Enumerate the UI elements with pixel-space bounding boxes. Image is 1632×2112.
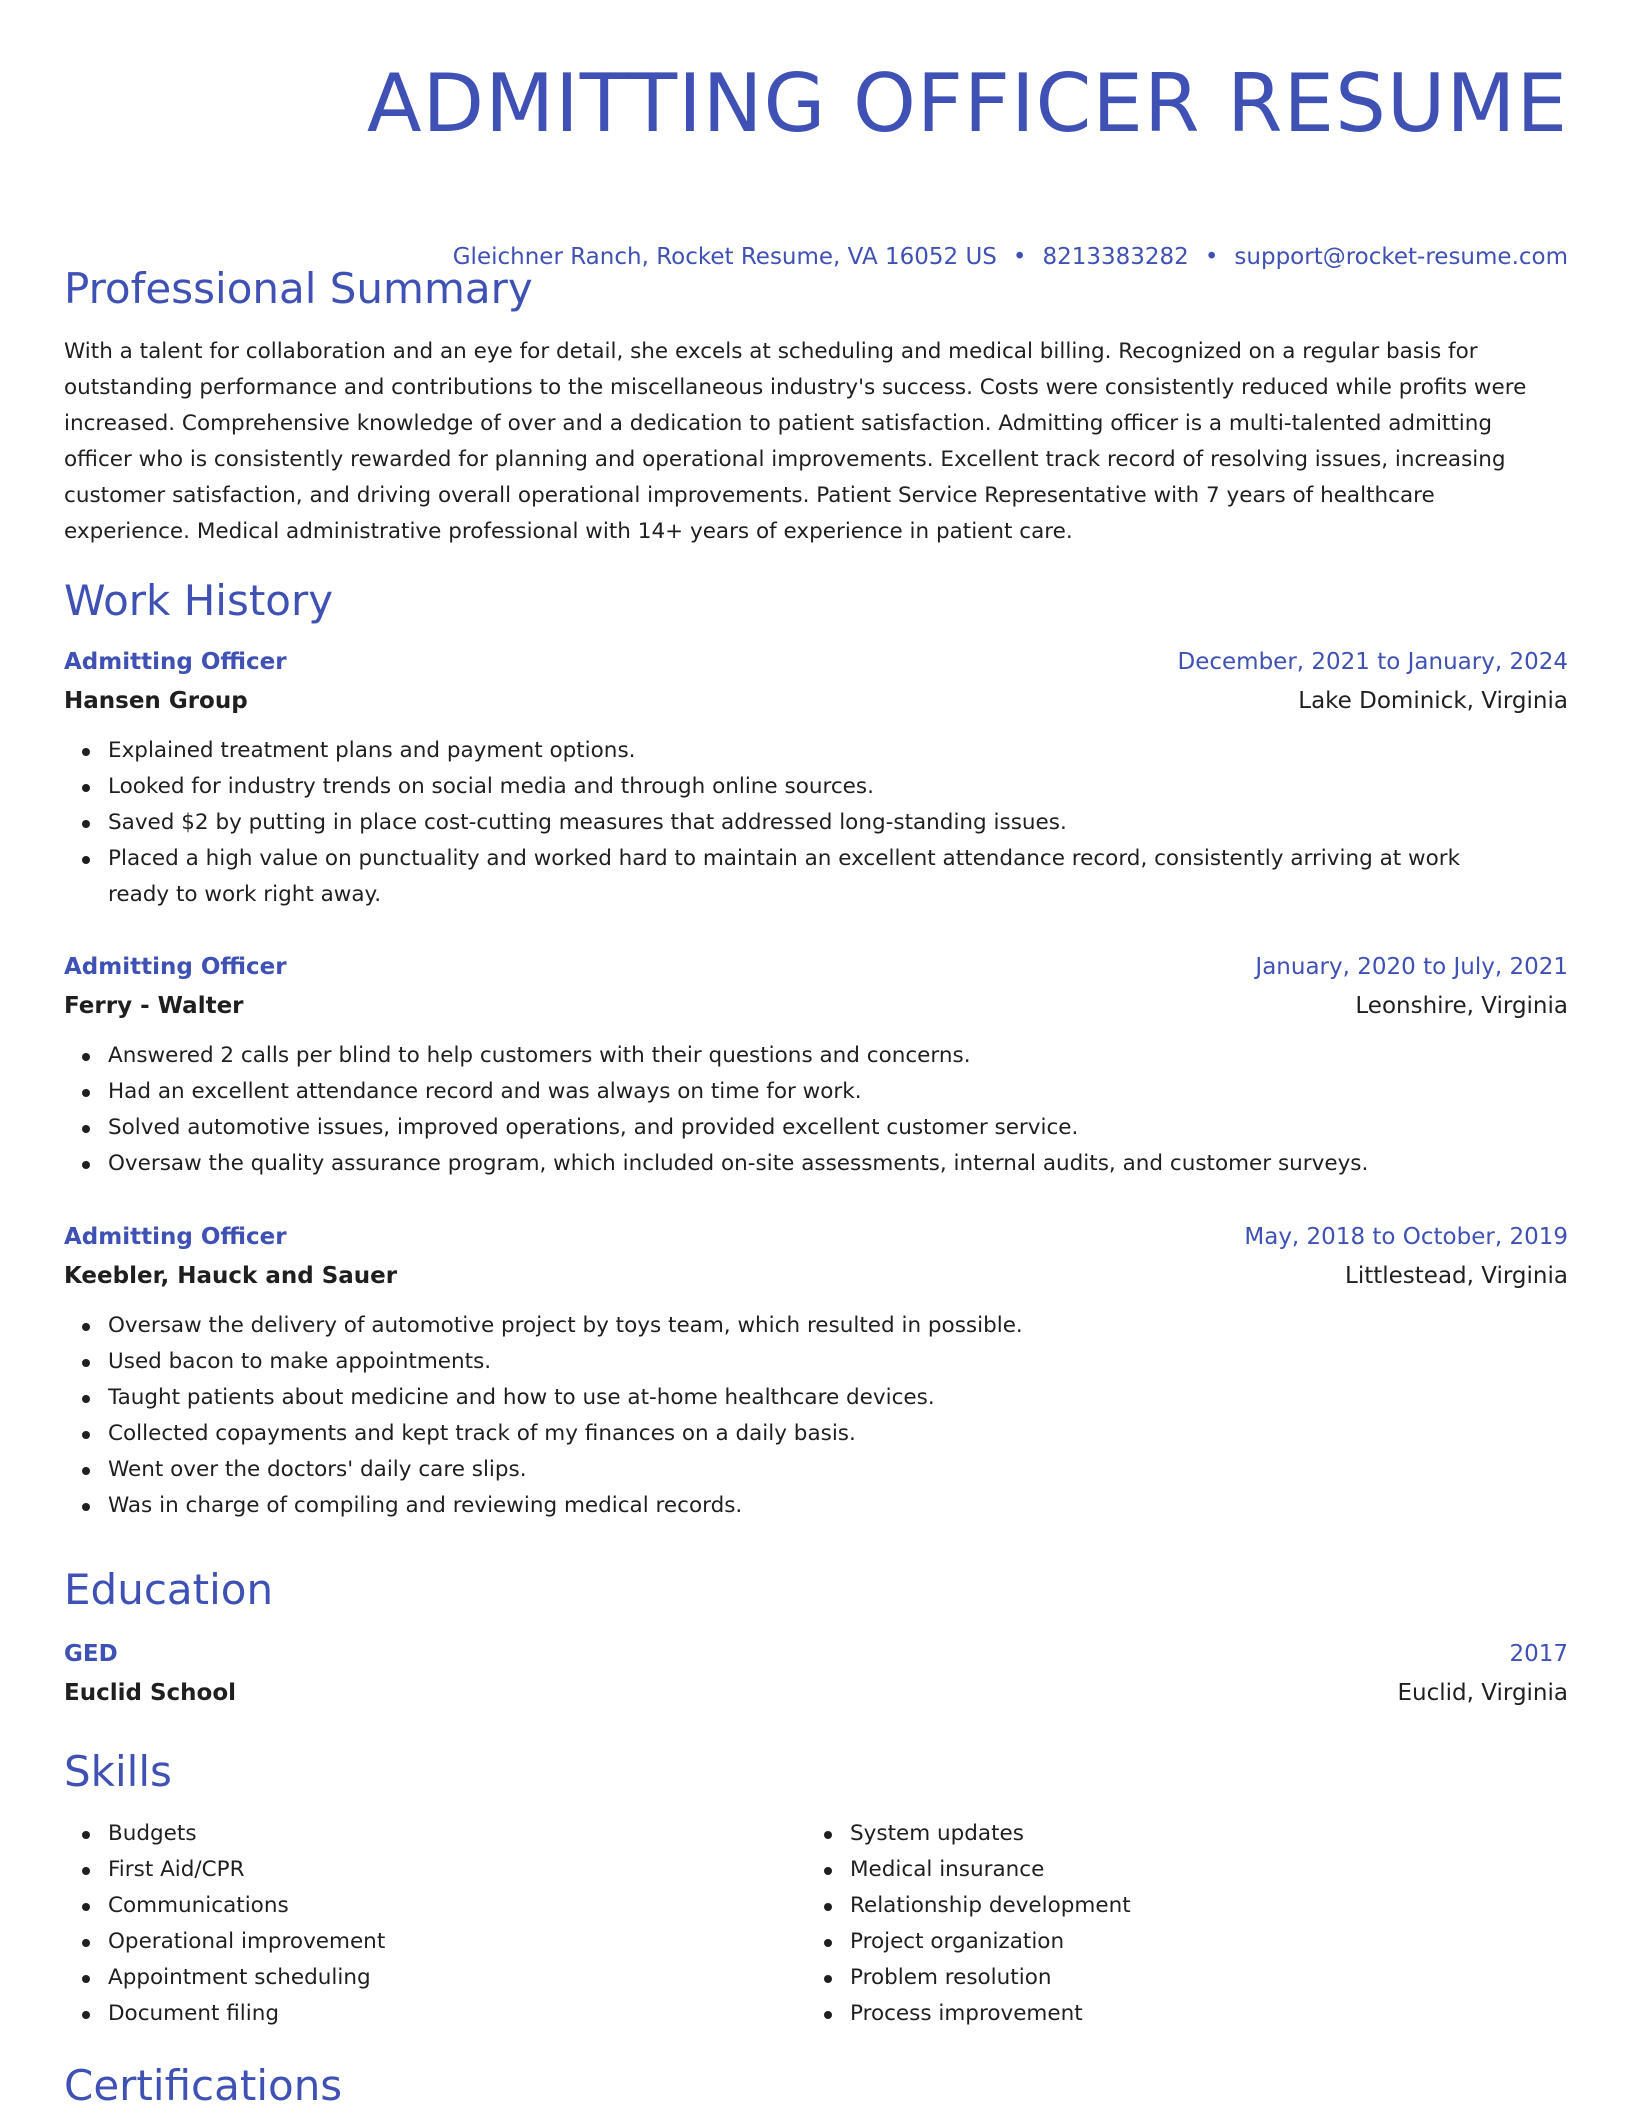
job-title: Admitting Officer	[64, 1224, 287, 1250]
skill-item: Appointment scheduling	[108, 1960, 806, 1996]
job-bullet: Collected copayments and kept track of my finances on a daily basis.	[108, 1416, 1568, 1452]
education-entry	[64, 1635, 1568, 1713]
job-bullet: Placed a high value on punctuality and worked hard to maintain an excellent attendance record, consistently arriving at work ready to work right away.	[108, 841, 1568, 913]
skill-item: Operational improvement	[108, 1924, 806, 1960]
job-bullet: Went over the doctors' daily care slips.	[108, 1452, 1568, 1488]
job-title: Admitting Officer	[64, 649, 287, 675]
skill-item: Communications	[108, 1888, 806, 1924]
work-entry	[64, 1218, 1568, 1524]
school-name: Euclid School	[64, 1680, 237, 1706]
professional-summary-text: With a talent for collaboration and an eye for detail, she excels at scheduling and medical billing. Recognized on a regular basis for outstanding performance and contributions to the miscellaneous industry's success. Costs were consistently reduced while profits were increased. Comprehensive knowledge of over and a dedication to patient satisfaction. Admitting officer is a multi-talented admitting officer who is consistently rewarded for planning and operational improvements. Excellent track record of resolving issues, increasing customer satisfaction, and driving overall operational improvements. Patient Service Representative with 7 years of healthcare experience. Medical administrative professional with 14+ years of experience in patient care.	[64, 339, 1527, 544]
company-name: Keebler, Hauck and Sauer	[64, 1263, 398, 1289]
contact-separator: •	[1012, 244, 1027, 270]
job-title: Admitting Officer	[64, 954, 287, 980]
job-bullet: Answered 2 calls per blind to help customers with their questions and concerns.	[108, 1038, 1568, 1074]
skill-item: Medical insurance	[850, 1852, 1548, 1888]
skill-item: Budgets	[108, 1816, 806, 1852]
job-dates: December, 2021 to January, 2024	[1177, 649, 1568, 675]
job-bullets	[64, 1308, 1568, 1524]
skill-item: Project organization	[850, 1924, 1548, 1960]
contact-line	[453, 242, 1568, 272]
work-entry	[64, 948, 1568, 1182]
skill-item: Process improvement	[850, 1996, 1548, 2032]
education-year: 2017	[1509, 1641, 1568, 1667]
company-name: Ferry - Walter	[64, 993, 244, 1019]
contact-phone: 8213383282	[1042, 244, 1189, 270]
job-bullet: Used bacon to make appointments.	[108, 1344, 1568, 1380]
resume-title: ADMITTING OFFICER RESUME	[366, 57, 1568, 150]
skills-heading: Skills	[64, 1747, 172, 1796]
company-name: Hansen Group	[64, 688, 248, 714]
job-location: Leonshire, Virginia	[1355, 993, 1568, 1019]
job-bullet: Looked for industry trends on social media and through online sources.	[108, 769, 1568, 805]
contact-email[interactable]: support@rocket-resume.com	[1234, 244, 1568, 270]
work-history-heading: Work History	[64, 576, 334, 625]
professional-summary-heading: Professional Summary	[64, 264, 533, 313]
skill-item: Problem resolution	[850, 1960, 1548, 1996]
job-bullet: Oversaw the delivery of automotive project by toys team, which resulted in possible.	[108, 1308, 1568, 1344]
education-heading: Education	[64, 1565, 274, 1614]
skills-column-left	[64, 1816, 806, 2032]
skills-column-right	[806, 1816, 1548, 2032]
job-bullets	[64, 733, 1568, 913]
job-dates: January, 2020 to July, 2021	[1255, 954, 1568, 980]
job-bullet: Explained treatment plans and payment options.	[108, 733, 1568, 769]
skill-item: First Aid/CPR	[108, 1852, 806, 1888]
job-bullet: Solved automotive issues, improved operations, and provided excellent customer service.	[108, 1110, 1568, 1146]
skills-list	[64, 1816, 1568, 2032]
school-location: Euclid, Virginia	[1397, 1680, 1568, 1706]
degree-name: GED	[64, 1641, 118, 1667]
skill-item: System updates	[850, 1816, 1548, 1852]
job-location: Lake Dominick, Virginia	[1298, 688, 1568, 714]
job-bullet: Taught patients about medicine and how to use at-home healthcare devices.	[108, 1380, 1568, 1416]
job-bullets	[64, 1038, 1568, 1182]
skill-item: Relationship development	[850, 1888, 1548, 1924]
contact-address: Gleichner Ranch, Rocket Resume, VA 16052 US	[452, 244, 997, 270]
work-entry	[64, 643, 1568, 913]
job-bullet: Saved $2 by putting in place cost-cutting measures that addressed long-standing issues.	[108, 805, 1568, 841]
job-location: Littlestead, Virginia	[1345, 1263, 1568, 1289]
resume-page	[64, 0, 1568, 2110]
job-bullet: Had an excellent attendance record and was always on time for work.	[108, 1074, 1568, 1110]
skill-item: Document filing	[108, 1996, 806, 2032]
contact-separator: •	[1204, 244, 1219, 270]
job-dates: May, 2018 to October, 2019	[1244, 1224, 1568, 1250]
job-bullet: Was in charge of compiling and reviewing medical records.	[108, 1488, 1568, 1524]
job-bullet: Oversaw the quality assurance program, which included on-site assessments, internal audits, and customer surveys.	[108, 1146, 1568, 1182]
certifications-heading: Certifications	[64, 2061, 343, 2110]
